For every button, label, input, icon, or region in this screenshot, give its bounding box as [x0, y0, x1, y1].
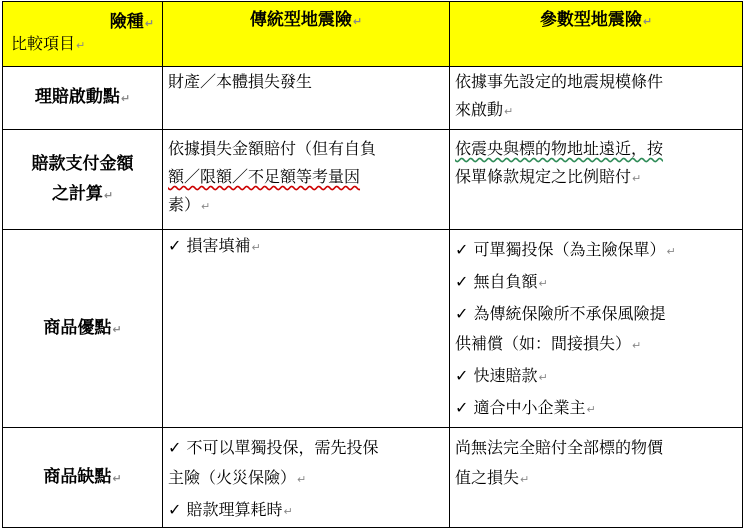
- col-header-parametric: 參數型地震險↵: [450, 2, 743, 67]
- table-row-calculation: [3, 130, 743, 230]
- cell-advantages-parametric: ✓ 可單獨投保（為主險保單）↵ ✓ 無自負額↵ ✓ 為傳統保險所不承保風險提 供補償（如：間接損失）↵ ✓ 快速賠款↵ ✓ 適合中小企業主↵: [450, 230, 743, 428]
- list-item: ✓ 賠款理算耗時↵: [168, 500, 293, 519]
- list-item: ✓ 不可以單獨投保，需先投保: [168, 438, 379, 457]
- row-label-advantages: 商品優點↵: [3, 230, 163, 428]
- row-label-disadvantages: 商品缺點↵: [3, 428, 163, 528]
- table-row-advantages: [3, 230, 743, 428]
- comparison-table: [2, 1, 743, 528]
- list-item: ✓ 為傳統保險所不承保風險提: [455, 304, 666, 323]
- cell-trigger-traditional: 財產／本體損失發生: [163, 67, 450, 130]
- table-row-trigger: [3, 67, 743, 130]
- row-label-trigger: 理賠啟動點↵: [3, 67, 163, 130]
- cell-calculation-traditional: 依據損失金額賠付（但有自負 額／限額／不足額等考量因 素）↵: [163, 130, 450, 230]
- corner-top-label: 險種↵: [109, 12, 154, 32]
- cell-advantages-traditional: ✓ 損害填補↵: [163, 230, 450, 428]
- list-item: ✓ 可單獨投保（為主險保單）↵: [455, 240, 676, 259]
- list-item: ✓ 快速賠款↵: [455, 366, 548, 385]
- list-item: ✓ 損害填補: [168, 236, 251, 255]
- cell-trigger-parametric: 依據事先設定的地震規模條件 來啟動↵: [450, 67, 743, 130]
- cell-calculation-parametric: 依震央與標的物地址遠近，按 保單條款規定之比例賠付↵: [450, 130, 743, 230]
- table-row-disadvantages: [3, 428, 743, 528]
- cell-disadvantages-traditional: ✓ 不可以單獨投保，需先投保 主險（火災保險）↵ ✓ 賠款理算耗時↵: [163, 428, 450, 528]
- list-item: ✓ 無自負額↵: [455, 272, 548, 291]
- cell-disadvantages-parametric: 尚無法完全賠付全部標的物價 值之損失↵: [450, 428, 743, 528]
- corner-bottom-label: 比較項目↵: [11, 34, 86, 53]
- list-item: ✓ 適合中小企業主↵: [455, 398, 596, 417]
- corner-cell: [3, 2, 163, 67]
- row-label-calculation: 賠款支付金額 之計算↵: [3, 130, 163, 230]
- col-header-traditional: 傳統型地震險↵: [163, 2, 450, 67]
- header-row: [3, 2, 743, 67]
